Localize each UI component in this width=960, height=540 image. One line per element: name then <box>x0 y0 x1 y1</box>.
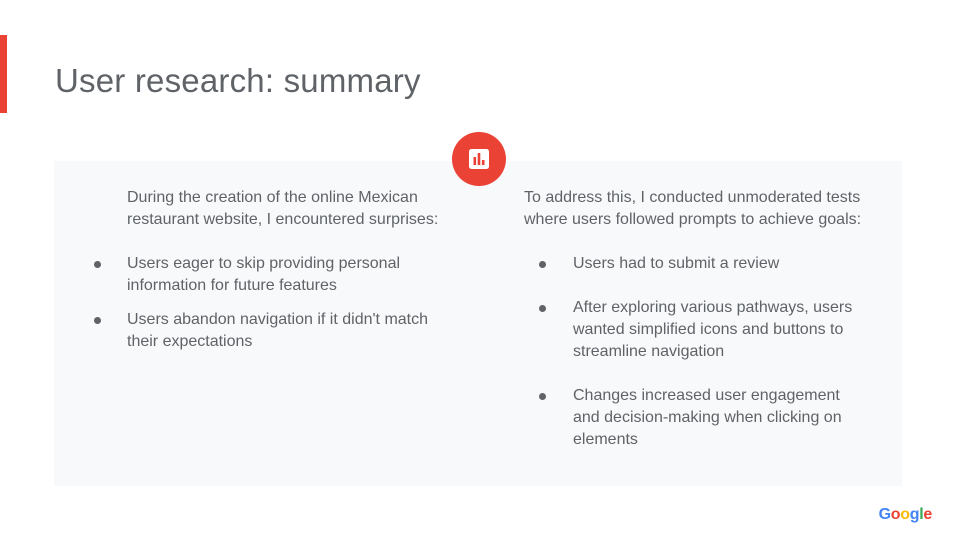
logo-letter: e <box>923 506 932 523</box>
logo-letter: o <box>900 506 910 523</box>
bullet-text: After exploring various pathways, users wanted simplified icons and buttons to streamline navigation <box>573 299 853 360</box>
logo-letter: l <box>919 506 924 523</box>
bullet-dot <box>539 393 546 400</box>
list-item <box>573 253 864 275</box>
logo-letter: o <box>890 506 901 523</box>
bullet-dot <box>94 317 101 324</box>
left-intro: During the creation of the online Mexican restaurant website, I encountered surprises: <box>127 189 439 228</box>
accent-bar <box>0 35 7 113</box>
list-item <box>127 253 457 297</box>
slide-title: User research: summary <box>55 62 421 99</box>
bullet-text: Users had to submit a review <box>573 255 780 272</box>
bar-chart-badge <box>452 132 506 186</box>
right-column <box>524 187 864 473</box>
bullet-dot <box>94 261 101 268</box>
list-item <box>573 385 864 451</box>
logo-letter: g <box>909 506 920 523</box>
bullet-text: Users eager to skip providing personal information for future features <box>127 255 401 294</box>
right-bullet-list <box>524 253 864 451</box>
bullet-dot <box>539 261 546 268</box>
google-logo <box>879 506 932 524</box>
list-item <box>127 309 457 353</box>
bullet-text: Users abandon navigation if it didn't match their expectations <box>127 311 429 350</box>
right-intro: To address this, I conducted unmoderated tests where users followed prompts to achieve goals: <box>524 189 862 228</box>
list-item <box>573 297 864 363</box>
logo-letter: G <box>878 506 891 523</box>
left-column <box>127 187 457 365</box>
left-bullet-list <box>127 253 457 353</box>
bar-chart-icon <box>468 148 490 170</box>
bullet-dot <box>539 305 546 312</box>
bullet-text: Changes increased user engagement and decision-making when clicking on elements <box>573 387 842 448</box>
